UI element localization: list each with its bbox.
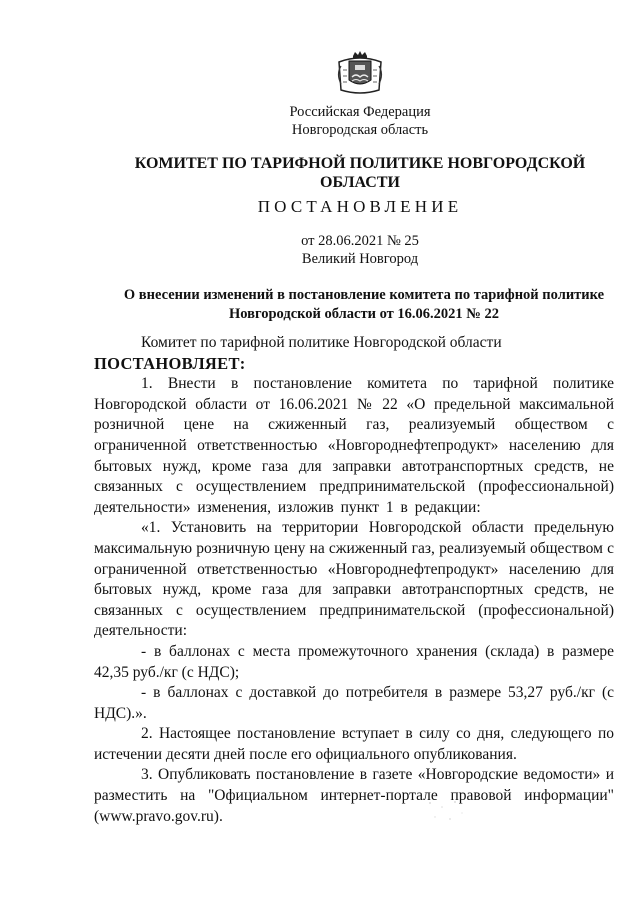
region-name: Новгородская область xyxy=(291,122,429,138)
item-1-bullet-1: - в баллонах с места промежуточного хранения (склада) в размере 42,35 руб./кг (с НДС); xyxy=(94,642,614,681)
item-3: 3. Опубликовать постановление в газете «Новгородские ведомости» и разместить на "Официальном интернет-портале правовой информации" (www.pravo.gov.ru). xyxy=(94,766,614,825)
committee-name-line1: КОМИТЕТ ПО ТАРИФНОЙ ПОЛИТИКЕ НОВГОРОДСКОЙ xyxy=(134,155,586,172)
coat-of-arms-icon xyxy=(331,50,389,96)
resolves-heading: ПОСТАНОВЛЯЕТ: xyxy=(94,353,246,373)
subject-line2: Новгородской области от 16.06.2021 № 22 xyxy=(229,306,499,322)
scan-artifact xyxy=(420,795,470,825)
item-1-bullet-2: - в баллонах с доставкой до потребителя в размере 53,27 руб./кг (с НДС).». xyxy=(94,684,614,722)
committee-name-line2: ОБЛАСТИ xyxy=(320,174,400,191)
item-1: 1. Внести в постановление комитета по тарифной политике Новгородской области от 16.06.2021 № 22 «О предельной максимальной розничной цене на сжиженный газ, реализуемый обществом с ограниченной ответственностью «Новгороднефтепродукт» населению для бытовых нужд, кроме газа для заправки автотранспортных средств, не связанных с осуществлением предпринимательской (профессиональной) деятельности» изменения, изложив пункт 1 в редакции: xyxy=(94,375,614,516)
city-name: Великий Новгород xyxy=(301,251,419,267)
item-1-quote: «1. Установить на территории Новгородской области предельную максимальную розничную цену на сжиженный газ, реализуемый обществом с ограниченной ответственностью «Новгороднефтепродукт» населению для бытовых нужд, кроме газа для заправки автотранспортных средств, не связанных с осуществлением предпринимательской (профессиональной) деятельности: xyxy=(94,519,614,640)
date-number: от 28.06.2021 № 25 xyxy=(301,233,419,249)
preamble: Комитет по тарифной политике Новгородской области xyxy=(141,334,502,351)
country-name: Российская Федерация xyxy=(289,104,431,120)
item-2: 2. Настоящее постановление вступает в силу со дня, следующего по истечении десяти дней после его официального опубликования. xyxy=(94,725,614,763)
subject-line1: О внесении изменений в постановление комитета по тарифной политике xyxy=(123,287,605,303)
document-body xyxy=(94,333,614,827)
document-type: ПОСТАНОВЛЕНИЕ xyxy=(257,197,463,216)
